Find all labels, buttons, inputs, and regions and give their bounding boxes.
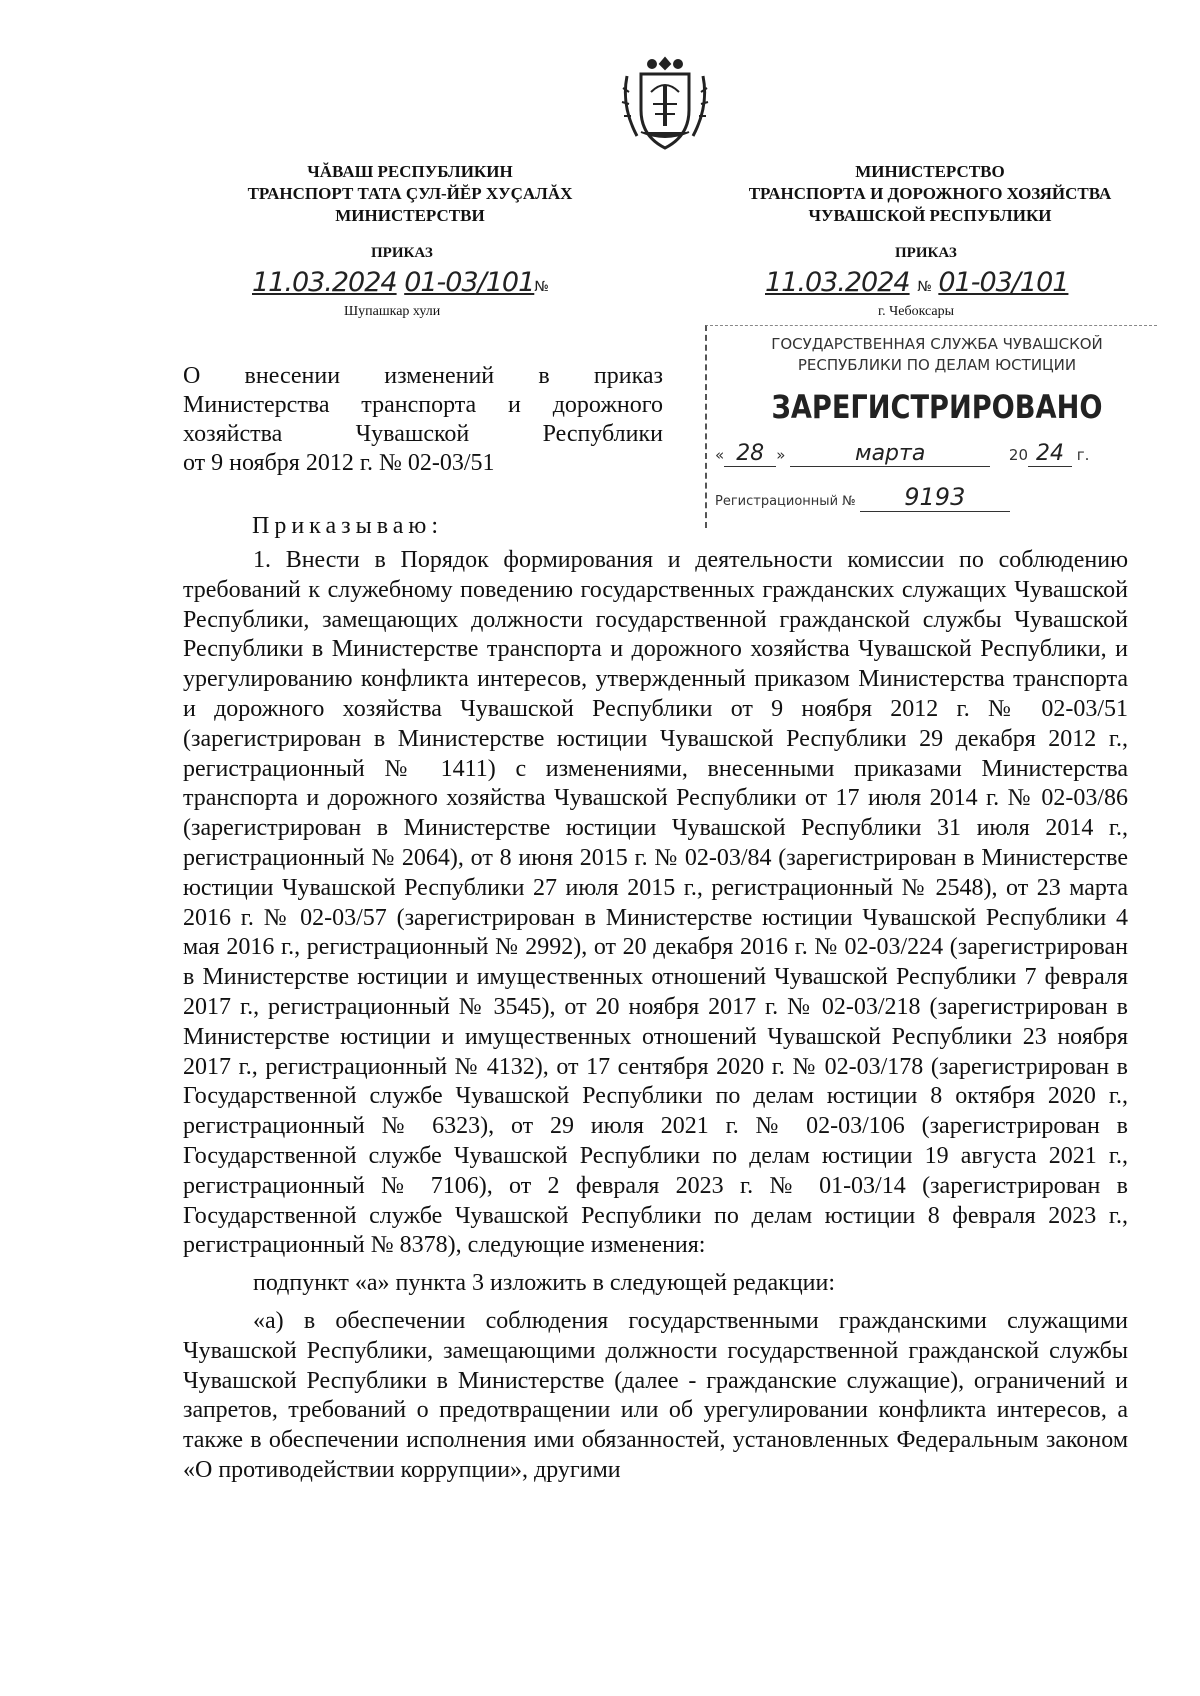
header-right-line-2: ТРАНСПОРТА И ДОРОЖНОГО ХОЗЯЙСТВА [748,184,1112,203]
header-left-line-3: МИНИСТЕРСТВИ [335,206,485,225]
prikaz-label-right: ПРИКАЗ [895,245,957,261]
prikazyvayu-heading: Приказываю: [252,513,443,539]
order-subject [183,362,663,478]
number-sign-left: № [534,279,548,295]
handwritten-date-left: 11.03.2024 [252,267,397,298]
stamp-date: « 28 » марта 20 24 г. [715,441,1090,466]
stamp-title: ЗАРЕГИСТРИРОВАНО [771,388,1103,426]
subject-line-3: хозяйства Чувашской Республики [183,421,663,447]
document-body [183,546,1128,1486]
handwritten-date-number-right [765,267,1068,298]
handwritten-number-right: 01-03/101 [938,267,1069,298]
header-left [200,161,620,227]
paragraph-2: подпункт «а» пункта 3 изложить в следующей редакции: [253,1270,836,1297]
paragraph-1: 1. Внести в Порядок формирования и деятельности комиссии по соблюдению требований к служебному поведению государственных гражданских служащих Чувашской Республики, замещающих должности государственной гражданской службы Чувашской Республики в Министерстве транспорта и дорожного хозяйства Чувашской Республики, и урегулированию конфликта интересов, утвержденный приказом Министерства транспорта и дорожного хозяйства Чувашской Республики от 9 ноября 2012 г. № 02-03/51 (зарегистрирован в Министерстве юстиции Чувашской Республики 29 декабря 2012 г., регистрационный № 1411) с изменениями, внесенными приказами Министерства транспорта и дорожного хозяйства Чувашской Республики от 17 июля 2014 г. № 02-03/86 (зарегистрирован в Министерстве юстиции Чувашской Республики 31 июля 2014 г., регистрационный № 2064), от 8 июня 2015 г. № 02-03/84 (зарегистрирован в Министерстве юстиции Чувашской Республики 27 июля 2015 г., регистрационный № 2548), от 23 марта 2016 г. № 02-03/57 (зарегистрирован в Министерстве юстиции Чувашской Республики 4 мая 2016 г., регистрационный № 2992), от 20 декабря 2016 г. № 02-03/224 (зарегистрирован в Министерстве юстиции и имущественных отношений Чувашской Республики 7 февраля 2017 г., регистрационный № 3545), от 20 ноября 2017 г. № 02-03/218 (зарегистрирован в Министерстве юстиции и имущественных отношений Чувашской Республики 23 ноября 2017 г., регистрационный № 4132), от 17 сентября 2020 г. № 02-03/178 (зарегистрирован в Государственной службе Чувашской Республики по делам юстиции 8 октября 2020 г., регистрационный № 6323), от 29 июля 2021 г. № 02-03/106 (зарегистрирован в Государственной службе Чувашской Республики по делам юстиции 19 августа 2021 г., регистрационный № 7106), от 2 февраля 2023 г. № 01-03/14 (зарегистрирован в Государственной службе Чувашской Республики по делам юстиции 8 февраля 2023 г., регистрационный № 8378), следующие изменения: [183,547,1128,1259]
handwritten-date-right: 11.03.2024 [765,267,910,298]
stamp-reg-label: Регистрационный № [715,494,856,509]
coat-of-arms-emblem [619,52,711,156]
stamp-registration [715,483,1010,512]
subject-line-4: от 9 ноября 2012 г. № 02-03/51 [183,450,495,476]
stamp-year-prefix: 20 [1008,446,1029,464]
number-sign-right: № [917,279,931,295]
handwritten-number-left: 01-03/101 [404,267,535,298]
prikaz-label-left: ПРИКАЗ [371,245,433,261]
stamp-agency-line-2: РЕСПУБЛИКИ ПО ДЕЛАМ ЮСТИЦИИ [797,356,1077,374]
subject-line-2: Министерства транспорта и дорожного [183,392,663,418]
header-left-line-1: ЧĂВАШ РЕСПУБЛИКИН [307,162,513,181]
stamp-month: марта [790,441,990,467]
stamp-reg-number: 9193 [860,483,1010,512]
place-left: Шупашкар хули [344,304,441,319]
stamp-year-suffix: 24 [1028,441,1072,467]
stamp-agency [717,334,1157,376]
paragraph-3: «а) в обеспечении соблюдения государственными гражданскими служащими Чувашской Республики, замещающими должности государственной гражданской службы Чувашской Республики в Министерстве (далее - гражданские служащие), ограничений и запретов, требований о предотвращении или об урегулировании конфликта интересов, а также в обеспечении исполнения ими обязанностей, установленных Федеральным законом «О противодействии коррупции», другими [183,1307,1128,1483]
handwritten-date-number-left [252,267,548,298]
header-right-line-3: ЧУВАШСКОЙ РЕСПУБЛИКИ [808,206,1052,225]
header-left-line-2: ТРАНСПОРТ ТАТА ÇУЛ-ЙĔР ХУÇАЛĂХ [247,184,573,203]
header-right [705,161,1155,227]
stamp-year-mark: г. [1076,446,1090,464]
header-right-line-1: МИНИСТЕРСТВО [855,162,1005,181]
subject-line-1: О внесении изменений в приказ [183,363,663,389]
registration-stamp [705,325,1157,528]
stamp-agency-line-1: ГОСУДАРСТВЕННАЯ СЛУЖБА ЧУВАШСКОЙ [771,335,1103,353]
stamp-day: 28 [724,441,776,467]
place-right: г. Чебоксары [878,304,955,319]
